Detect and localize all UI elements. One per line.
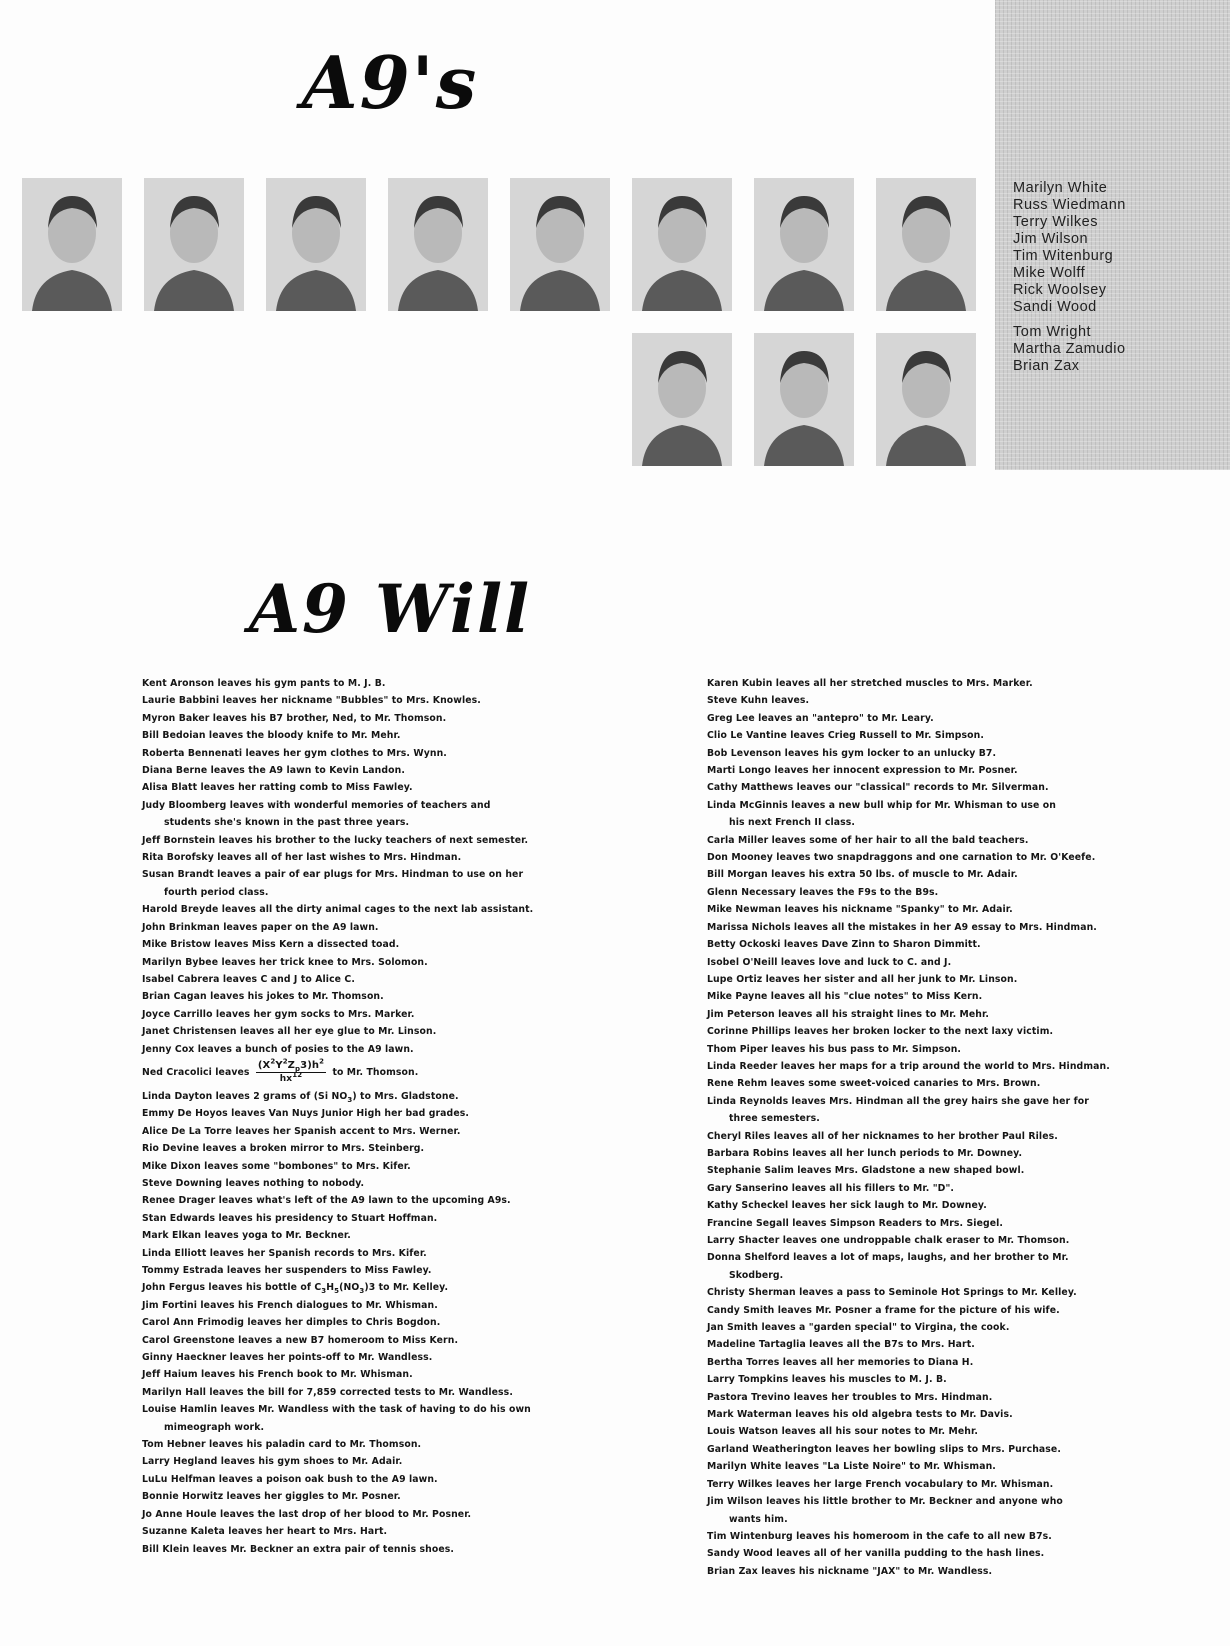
student-name: Sandi Wood — [1013, 299, 1097, 315]
will-entry: Mark Waterman leaves his old algebra tests to Mr. Davis. — [707, 1409, 1013, 1421]
section-title: A9 Will — [248, 570, 532, 648]
will-entry: Bonnie Horwitz leaves her giggles to Mr. Posner. — [142, 1491, 401, 1503]
portrait-silhouette — [266, 178, 366, 311]
will-entry: Myron Baker leaves his B7 brother, Ned, to Mr. Thomson. — [142, 712, 447, 724]
will-entry: John Brinkman leaves paper on the A9 lawn. — [142, 921, 379, 933]
will-entry: Carla Miller leaves some of her hair to all the bald teachers. — [707, 834, 1029, 846]
will-entry: Cathy Matthews leaves our "classical" records to Mr. Silverman. — [707, 782, 1049, 794]
will-entry: Tommy Estrada leaves her suspenders to Miss Fawley. — [142, 1265, 432, 1276]
will-entry: Donna Shelford leaves a lot of maps, laughs, and her brother to Mr. — [707, 1252, 1069, 1264]
will-entry: Rita Borofsky leaves all of her last wishes to Mrs. Hindman. — [142, 852, 462, 864]
will-entry: Steve Kuhn leaves. — [707, 695, 810, 707]
will-entry: Stephanie Salim leaves Mrs. Gladstone a new shaped bowl. — [707, 1165, 1025, 1177]
will-entry: LuLu Helfman leaves a poison oak bush to the A9 lawn. — [142, 1473, 438, 1485]
will-entry: Thom Piper leaves his bus pass to Mr. Simpson. — [707, 1043, 962, 1055]
will-entry: Tim Wintenburg leaves his homeroom in the cafe to all new B7s. — [707, 1530, 1052, 1542]
formula-prefix: Ned Cracolici leaves — [142, 1066, 250, 1078]
will-entry: Kathy Scheckel leaves her sick laugh to Mr. Downey. — [707, 1200, 987, 1212]
will-entry: Linda McGinnis leaves a new bull whip for Mr. Whisman to use on — [707, 799, 1057, 811]
student-photo — [510, 178, 610, 311]
will-entry: Rene Rehm leaves some sweet-voiced canaries to Mrs. Brown. — [707, 1078, 1041, 1090]
will-entry: Carol Greenstone leaves a new B7 homeroom to Miss Kern. — [142, 1334, 459, 1346]
will-entry: Susan Brandt leaves a pair of ear plugs for Mrs. Hindman to use on her — [142, 869, 524, 881]
will-entry: Isobel O'Neill leaves love and luck to C. and J. — [707, 956, 952, 968]
student-name: Terry Wilkes — [1013, 214, 1098, 230]
will-entry: Christy Sherman leaves a pass to Seminole Hot Springs to Mr. Kelley. — [707, 1287, 1077, 1299]
will-entry: Isabel Cabrera leaves C and J to Alice C. — [142, 973, 355, 985]
student-photo — [754, 333, 854, 466]
will-entry: Clio Le Vantine leaves Crieg Russell to Mr. Simpson. — [707, 730, 984, 742]
student-photo — [632, 178, 732, 311]
will-entry-continued: mimeograph work. — [164, 1421, 265, 1433]
will-entry: Bob Levenson leaves his gym locker to an unlucky B7. — [707, 747, 997, 759]
will-entry: Pastora Trevino leaves her troubles to Mrs. Hindman. — [707, 1391, 993, 1403]
will-entry: Harold Breyde leaves all the dirty animal cages to the next lab assistant. — [142, 904, 534, 916]
formula-suffix: to Mr. Thomson. — [332, 1066, 419, 1078]
will-entry: Glenn Necessary leaves the F9s to the B9s. — [707, 886, 939, 898]
portrait-silhouette — [144, 178, 244, 311]
will-entry: Bill Klein leaves Mr. Beckner an extra pair of tennis shoes. — [142, 1543, 455, 1555]
will-entry-continued: fourth period class. — [164, 886, 269, 898]
will-entry: Jan Smith leaves a "garden special" to Virgina, the cook. — [707, 1322, 1010, 1334]
will-entry: Larry Shacter leaves one undroppable chalk eraser to Mr. Thomson. — [707, 1235, 1070, 1246]
will-entry-continued: three semesters. — [729, 1113, 820, 1125]
will-entry: Kent Aronson leaves his gym pants to M. J. B. — [142, 678, 386, 689]
will-entry: Sandy Wood leaves all of her vanilla pudding to the hash lines. — [707, 1548, 1045, 1560]
student-name: Russ Wiedmann — [1013, 197, 1126, 213]
will-entry: Joyce Carrillo leaves her gym socks to Mrs. Marker. — [142, 1008, 415, 1020]
will-entry: Brian Zax leaves his nickname "JAX" to Mr. Wandless. — [707, 1565, 993, 1577]
will-entry: Greg Lee leaves an "antepro" to Mr. Leary. — [707, 712, 934, 724]
will-entry: Bertha Torres leaves all her memories to Diana H. — [707, 1356, 974, 1368]
student-name: Tim Witenburg — [1013, 248, 1114, 264]
student-name: Mike Wolff — [1013, 265, 1086, 281]
will-entry: Louis Watson leaves all his sour notes to Mr. Mehr. — [707, 1426, 978, 1438]
student-photo — [22, 178, 122, 311]
will-entry: Mark Elkan leaves yoga to Mr. Beckner. — [142, 1230, 351, 1242]
will-entry: Mike Dixon leaves some "bombones" to Mrs. Kifer. — [142, 1160, 411, 1172]
formula-fraction — [256, 1059, 326, 1086]
will-entry: Marilyn White leaves "La Liste Noire" to Mr. Whisman. — [707, 1461, 996, 1473]
will-entry: Roberta Bennenati leaves her gym clothes to Mrs. Wynn. — [142, 747, 447, 759]
will-entry: Marilyn Hall leaves the bill for 7,859 corrected tests to Mr. Wandless. — [142, 1386, 513, 1398]
will-entry: Bill Bedoian leaves the bloody knife to Mr. Mehr. — [142, 730, 401, 742]
will-entry-continued: students she's known in the past three years. — [164, 817, 410, 829]
formula-denominator: $hx^{12}$ — [279, 1070, 303, 1084]
will-entry: Don Mooney leaves two snapdraggons and one carnation to Mr. O'Keefe. — [707, 852, 1096, 864]
will-entry: John Fergus leaves his bottle of $C_3H_5(NO_3)3$ to Mr. Kelley. — [142, 1282, 449, 1296]
student-photo — [266, 178, 366, 311]
will-entry: Ginny Haeckner leaves her points-off to Mr. Wandless. — [142, 1352, 433, 1364]
will-entry: Alisa Blatt leaves her ratting comb to Miss Fawley. — [142, 782, 413, 794]
portrait-silhouette — [510, 178, 610, 311]
will-entry: Larry Hegland leaves his gym shoes to Mr. Adair. — [142, 1456, 403, 1468]
portrait-silhouette — [754, 333, 854, 466]
portrait-silhouette — [754, 178, 854, 311]
will-column-right — [707, 675, 1110, 1580]
student-name: Marilyn White — [1013, 180, 1108, 196]
portrait-silhouette — [876, 178, 976, 311]
portrait-silhouette — [632, 333, 732, 466]
portrait-silhouette — [632, 178, 732, 311]
will-entry: Emmy De Hoyos leaves Van Nuys Junior High her bad grades. — [142, 1108, 469, 1120]
will-entry: Jeff Bornstein leaves his brother to the lucky teachers of next semester. — [142, 834, 529, 846]
student-photo — [876, 178, 976, 311]
will-entry: Lupe Ortiz leaves her sister and all her junk to Mr. Linson. — [707, 973, 1018, 985]
will-entry: Stan Edwards leaves his presidency to Stuart Hoffman. — [142, 1212, 438, 1224]
will-entry-continued: wants him. — [729, 1513, 788, 1525]
will-entry: Francine Segall leaves Simpson Readers to Mrs. Siegel. — [707, 1217, 1004, 1229]
will-entry: Jenny Cox leaves a bunch of posies to the A9 lawn. — [142, 1043, 414, 1055]
will-entry: Renee Drager leaves what's left of the A9 lawn to the upcoming A9s. — [142, 1195, 511, 1207]
will-entry: Garland Weatherington leaves her bowling slips to Mrs. Purchase. — [707, 1443, 1061, 1455]
will-entry: Diana Berne leaves the A9 lawn to Kevin Landon. — [142, 765, 405, 777]
will-entry: Jo Anne Houle leaves the last drop of her blood to Mr. Posner. — [142, 1508, 472, 1520]
portrait-silhouette — [388, 178, 488, 311]
student-name: Tom Wright — [1013, 324, 1092, 340]
will-entry: Marilyn Bybee leaves her trick knee to Mrs. Solomon. — [142, 956, 428, 968]
will-entry: Rio Devine leaves a broken mirror to Mrs. Steinberg. — [142, 1143, 425, 1155]
will-entry: Jeff Haium leaves his French book to Mr. Whisman. — [142, 1369, 413, 1381]
student-name: Rick Woolsey — [1013, 282, 1107, 298]
will-entry: Tom Hebner leaves his paladin card to Mr. Thomson. — [142, 1439, 422, 1451]
will-entry: Marissa Nichols leaves all the mistakes in her A9 essay to Mrs. Hindman. — [707, 921, 1097, 933]
will-entry: Corinne Phillips leaves her broken locker to the next laxy victim. — [707, 1026, 1054, 1038]
will-entry: Jim Peterson leaves all his straight lines to Mr. Mehr. — [707, 1008, 990, 1020]
will-entry: Barbara Robins leaves all her lunch periods to Mr. Downey. — [707, 1147, 1023, 1159]
will-entry: Suzanne Kaleta leaves her heart to Mrs. Hart. — [142, 1526, 388, 1538]
student-name: Jim Wilson — [1013, 231, 1089, 247]
will-entry: Bill Morgan leaves his extra 50 lbs. of muscle to Mr. Adair. — [707, 869, 1018, 881]
will-entry: Jim Fortini leaves his French dialogues to Mr. Whisman. — [142, 1299, 438, 1311]
will-entry: Madeline Tartaglia leaves all the B7s to Mrs. Hart. — [707, 1339, 975, 1351]
will-entry: Laurie Babbini leaves her nickname "Bubbles" to Mrs. Knowles. — [142, 695, 481, 707]
page-title: A9's — [301, 40, 479, 125]
will-entry: Linda Elliott leaves her Spanish records to Mrs. Kifer. — [142, 1247, 427, 1259]
student-photo — [754, 178, 854, 311]
will-entry: Betty Ockoski leaves Dave Zinn to Sharon Dimmitt. — [707, 939, 981, 951]
will-entry: Mike Payne leaves all his "clue notes" to Miss Kern. — [707, 991, 983, 1003]
will-entry: Terry Wilkes leaves her large French vocabulary to Mr. Whisman. — [707, 1478, 1054, 1490]
names-panel — [1013, 180, 1126, 375]
will-entry: Karen Kubin leaves all her stretched muscles to Mrs. Marker. — [707, 678, 1033, 689]
will-entry: Cheryl Riles leaves all of her nicknames to her brother Paul Riles. — [707, 1130, 1058, 1142]
student-photo — [144, 178, 244, 311]
will-entry: Brian Cagan leaves his jokes to Mr. Thomson. — [142, 991, 384, 1003]
student-name: Brian Zax — [1013, 358, 1080, 374]
will-entry: Steve Downing leaves nothing to nobody. — [142, 1177, 365, 1189]
student-name: Martha Zamudio — [1013, 341, 1126, 357]
student-photo — [388, 178, 488, 311]
will-entry: Jim Wilson leaves his little brother to Mr. Beckner and anyone who — [707, 1496, 1063, 1508]
will-entry: Larry Tompkins leaves his muscles to M. J. B. — [707, 1374, 947, 1386]
will-entry: Alice De La Torre leaves her Spanish accent to Mrs. Werner. — [142, 1125, 461, 1137]
will-entry: Louise Hamlin leaves Mr. Wandless with the task of having to do his own — [142, 1404, 531, 1416]
student-photo — [632, 333, 732, 466]
will-entry: Mike Bristow leaves Miss Kern a dissected toad. — [142, 939, 400, 951]
will-entry-formula — [142, 1058, 502, 1088]
will-entry: Marti Longo leaves her innocent expression to Mr. Posner. — [707, 765, 1018, 777]
portrait-silhouette — [22, 178, 122, 311]
will-column-left — [142, 675, 534, 1558]
will-entry: Linda Dayton leaves 2 grams of (Si $NO_3$) to Mrs. Gladstone. — [142, 1090, 459, 1104]
will-entry-continued: Skodberg. — [729, 1269, 784, 1281]
will-entry: Linda Reeder leaves her maps for a trip around the world to Mrs. Hindman. — [707, 1060, 1110, 1072]
formula-numerator: $(X^2Y^2Z_p3)h^2$ — [257, 1057, 325, 1073]
will-entry: Janet Christensen leaves all her eye glue to Mr. Linson. — [142, 1026, 437, 1038]
student-photo — [876, 333, 976, 466]
will-entry: Judy Bloomberg leaves with wonderful memories of teachers and — [142, 799, 491, 811]
will-entry: Carol Ann Frimodig leaves her dimples to Chris Bogdon. — [142, 1317, 441, 1329]
will-entry: Gary Sanserino leaves all his fillers to Mr. "D". — [707, 1182, 955, 1194]
will-entry-continued: his next French II class. — [729, 817, 856, 829]
will-entry: Candy Smith leaves Mr. Posner a frame for the picture of his wife. — [707, 1304, 1060, 1316]
portrait-silhouette — [876, 333, 976, 466]
will-entry: Mike Newman leaves his nickname "Spanky" to Mr. Adair. — [707, 904, 1013, 916]
will-entry: Linda Reynolds leaves Mrs. Hindman all the grey hairs she gave her for — [707, 1095, 1089, 1107]
